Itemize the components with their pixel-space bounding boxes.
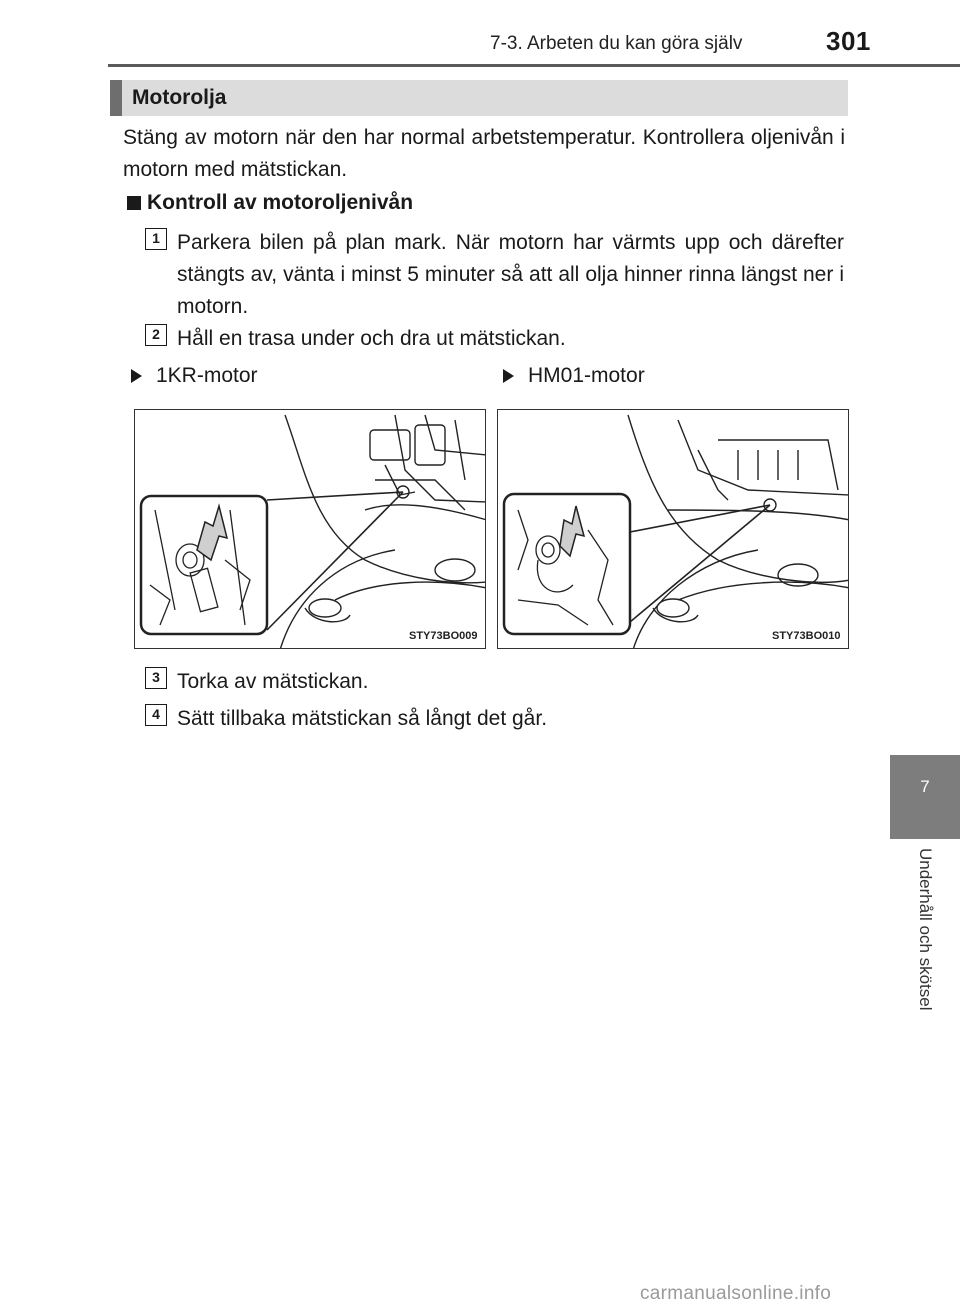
figure-code: STY73BO009: [409, 630, 478, 642]
footer-watermark: carmanualsonline.info: [640, 1283, 832, 1304]
engine-illustration-hm01: [497, 409, 849, 649]
engine-bay-drawing: [135, 410, 486, 649]
step-text: Håll en trasa under och dra ut mätstickan.: [177, 327, 566, 350]
variant-label: [131, 364, 258, 388]
engine-bay-drawing: [498, 410, 849, 649]
chapter-number: 7: [920, 777, 930, 796]
figure-code: STY73BO010: [772, 630, 841, 642]
step-number-badge: 4: [145, 704, 167, 726]
triangle-bullet-icon: [131, 369, 142, 383]
triangle-bullet-icon: [503, 369, 514, 383]
intro-paragraph: Stäng av motorn när den har normal arbetstemperatur. Kontrollera oljenivån i motorn med mätstickan.: [123, 126, 845, 181]
chapter-label: [880, 848, 960, 1038]
engine-illustration-1kr: [134, 409, 486, 649]
subsection-title: Kontroll av motoroljenivån: [147, 191, 414, 214]
chapter-label-text: Underhåll och skötsel: [916, 848, 935, 1011]
variant-label-text: HM01-motor: [528, 364, 645, 387]
header-rule: [108, 64, 960, 67]
section-title: Motorolja: [132, 86, 227, 109]
section-header: 7-3. Arbeten du kan göra själv: [490, 33, 743, 54]
square-bullet-icon: [127, 196, 141, 210]
section-title-bar: [110, 80, 848, 116]
chapter-tab: [890, 755, 960, 839]
step-text: Parkera bilen på plan mark. När motorn har värmts upp och därefter stängts av, vänta i minst 5 minuter så att all olja hinner rinna längst ner i motorn.: [177, 231, 844, 318]
variant-label: [503, 364, 645, 388]
step-number-badge: 3: [145, 667, 167, 689]
step-number-badge: 2: [145, 324, 167, 346]
step-text: Torka av mätstickan.: [177, 670, 369, 693]
step-text: Sätt tillbaka mätstickan så långt det går.: [177, 707, 548, 730]
step-number-badge: 1: [145, 228, 167, 250]
page-number: 301: [826, 26, 871, 56]
variant-label-text: 1KR-motor: [156, 364, 258, 387]
subsection-heading: [127, 191, 413, 215]
